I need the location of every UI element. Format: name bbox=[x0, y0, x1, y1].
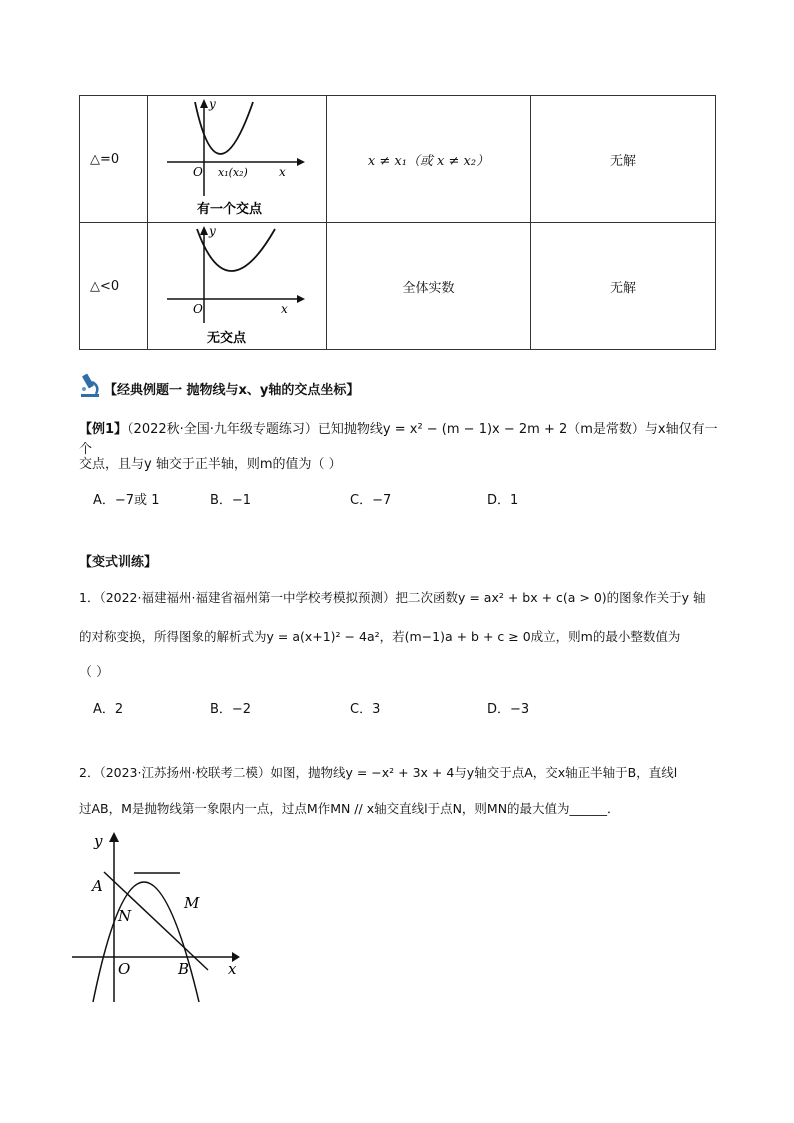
q1-line1: 1．（2022·福建福州·福建省福州第一中学校考模拟预测）把二次函数y = ax² + bx + c(a > 0)的图象作关于y 轴 bbox=[79, 590, 706, 605]
q1-option-b: B．−2 bbox=[210, 702, 252, 717]
y-axis-label: y bbox=[209, 97, 216, 111]
section-title: 【经典例题一 抛物线与x、y轴的交点坐标】 bbox=[104, 383, 360, 398]
delta-cell: △<0 bbox=[80, 223, 148, 350]
fig-x-label: x bbox=[228, 960, 237, 978]
example1-line1 bbox=[79, 420, 719, 460]
x-axis-label: x bbox=[281, 302, 288, 316]
solution-text: x ≠ x₁（或 x ≠ x₂） bbox=[367, 153, 490, 169]
q2-line2: 过AB，M是抛物线第一象限内一点，过点M作MN // x轴交直线l于点N，则MN的最大值为______． bbox=[79, 801, 620, 816]
q1-option-a: A．2 bbox=[93, 702, 124, 717]
q2-line1: 2．（2023·江苏扬州·校联考二模）如图，抛物线y = −x² + 3x + 4与y轴交于点A，交x轴正半轴于B，直线l bbox=[79, 765, 678, 780]
y-axis-label: y bbox=[209, 224, 216, 238]
example1-option-d: D．1 bbox=[487, 493, 519, 508]
graph-caption: 有一个交点 bbox=[197, 202, 263, 217]
q1-option-c: C．3 bbox=[350, 702, 381, 717]
fig-n-label: N bbox=[118, 907, 132, 925]
practice-title: 【变式训练】 bbox=[79, 555, 158, 570]
graph-cell bbox=[148, 223, 327, 350]
example1-option-c: C．−7 bbox=[350, 493, 392, 508]
parabola-graph-no-root bbox=[157, 223, 317, 345]
origin-label: O bbox=[193, 302, 203, 316]
fig-m-label: M bbox=[184, 894, 200, 912]
fig-y-label: y bbox=[94, 832, 103, 850]
parabola-graph-one-root bbox=[157, 96, 317, 218]
microscope-icon bbox=[76, 372, 104, 400]
delta-cell: △=0 bbox=[80, 96, 148, 223]
other-cell: 无解 bbox=[531, 96, 716, 223]
x-axis-label: x bbox=[279, 165, 286, 179]
q1-line2: 的对称变换，所得图象的解析式为y = a(x+1)² − 4a²，若(m−1)a + b + c ≥ 0成立，则m的最小整数值为 bbox=[79, 629, 681, 644]
graph-caption: 无交点 bbox=[207, 331, 247, 345]
graph-cell bbox=[148, 96, 327, 223]
example1-text: （2022秋·全国·九年级专题练习）已知抛物线y = x² − (m − 1)x − 2m + 2（m是常数）与x轴仅有一个 bbox=[79, 422, 718, 457]
example1-line2: 交点，且与y 轴交于正半轴，则m的值为（ ） bbox=[79, 457, 342, 472]
fig-o-label: O bbox=[118, 960, 131, 978]
example1-option-a: A．−7或 1 bbox=[93, 493, 160, 508]
solution-cell bbox=[327, 96, 531, 223]
example-tag: 【例1】 bbox=[79, 422, 128, 437]
q1-line3: （ ） bbox=[79, 665, 110, 680]
solution-cell: 全体实数 bbox=[327, 223, 531, 350]
condition-table bbox=[79, 95, 716, 350]
fig-a-label: A bbox=[92, 877, 103, 895]
example1-option-b: B．−1 bbox=[210, 493, 252, 508]
root-label: x₁(x₂) bbox=[218, 166, 248, 179]
q1-option-d: D．−3 bbox=[487, 702, 530, 717]
q2-figure bbox=[68, 826, 253, 1008]
origin-label: O bbox=[193, 165, 203, 179]
table-row bbox=[80, 223, 716, 350]
fig-b-label: B bbox=[178, 960, 190, 978]
other-cell: 无解 bbox=[531, 223, 716, 350]
table-row bbox=[80, 96, 716, 223]
